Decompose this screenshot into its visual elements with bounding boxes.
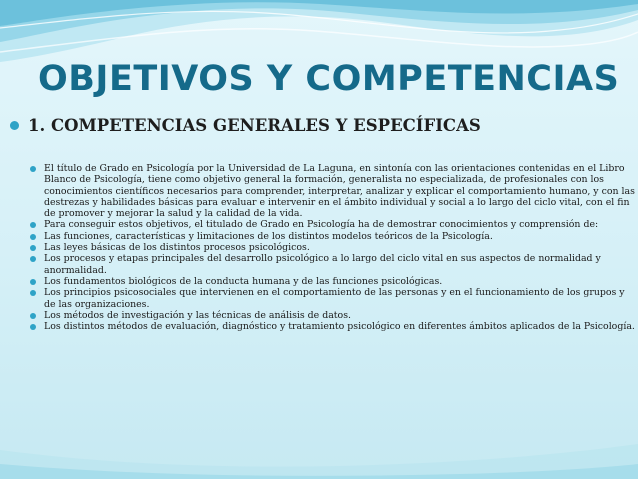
list-item: [30, 253, 635, 276]
list-item: [30, 231, 635, 242]
bullet-icon: [30, 313, 36, 319]
list-item-text: El título de Grado en Psicología por la Universidad de La Laguna, en sintonía con las orientaciones contenidas en el Libro Blanco de Psicología, tiene como objetivo general la formación, generalista no especializada, de profesionales con los conocimientos científicos necesarios para comprender, interpretar, analizar y explicar el comportamiento humano, y con las destrezas y habilidades básicas para evaluar e intervenir en el ámbito individual y social a lo largo del ciclo vital, con el fin de promover y mejorar la salud y la calidad de la vida.: [44, 163, 635, 220]
list-item-text: Las leyes básicas de los distintos procesos psicológicos.: [44, 242, 310, 254]
bullet-icon: [10, 121, 19, 130]
competencias-list: [30, 163, 635, 332]
list-item: [30, 276, 635, 287]
list-item-text: Los principios psicosociales que intervienen en el comportamiento de las personas y en el funcionamiento de los grupos y de las organizaciones.: [44, 287, 625, 310]
slide-subtitle: 1. COMPETENCIAS GENERALES Y ESPECÍFICAS: [28, 116, 481, 135]
slide-title: OBJETIVOS Y COMPETENCIAS: [38, 59, 620, 99]
list-item: [30, 321, 635, 332]
list-item-text: Los distintos métodos de evaluación, diagnóstico y tratamiento psicológico en diferentes ámbitos aplicados de la Psicología.: [44, 321, 635, 333]
bullet-icon: [30, 290, 36, 296]
list-item: [30, 310, 635, 321]
bullet-icon: [30, 279, 36, 285]
bullet-icon: [30, 245, 36, 251]
list-item: [30, 242, 635, 253]
bullet-icon: [30, 222, 36, 228]
bullet-icon: [30, 256, 36, 262]
list-item-text: Los métodos de investigación y las técnicas de análisis de datos.: [44, 309, 351, 321]
list-item: [30, 163, 635, 219]
list-item-text: Los fundamentos biológicos de la conducta humana y de las funciones psicológicas.: [44, 275, 443, 287]
list-item-text: Los procesos y etapas principales del desarrollo psicológico a lo largo del ciclo vital en sus aspectos de normalidad y anormalidad.: [44, 253, 601, 276]
list-item: [30, 287, 635, 310]
list-item: [30, 219, 635, 230]
bullet-icon: [30, 324, 36, 330]
bullet-icon: [30, 234, 36, 240]
list-item-text: Las funciones, características y limitaciones de los distintos modelos teóricos de la Psicología.: [44, 230, 493, 242]
bullet-icon: [30, 166, 36, 172]
subtitle-row: [10, 116, 481, 135]
list-item-text: Para conseguir estos objetivos, el titulado de Grado en Psicología ha de demostrar conocimientos y comprensión de:: [44, 219, 599, 231]
